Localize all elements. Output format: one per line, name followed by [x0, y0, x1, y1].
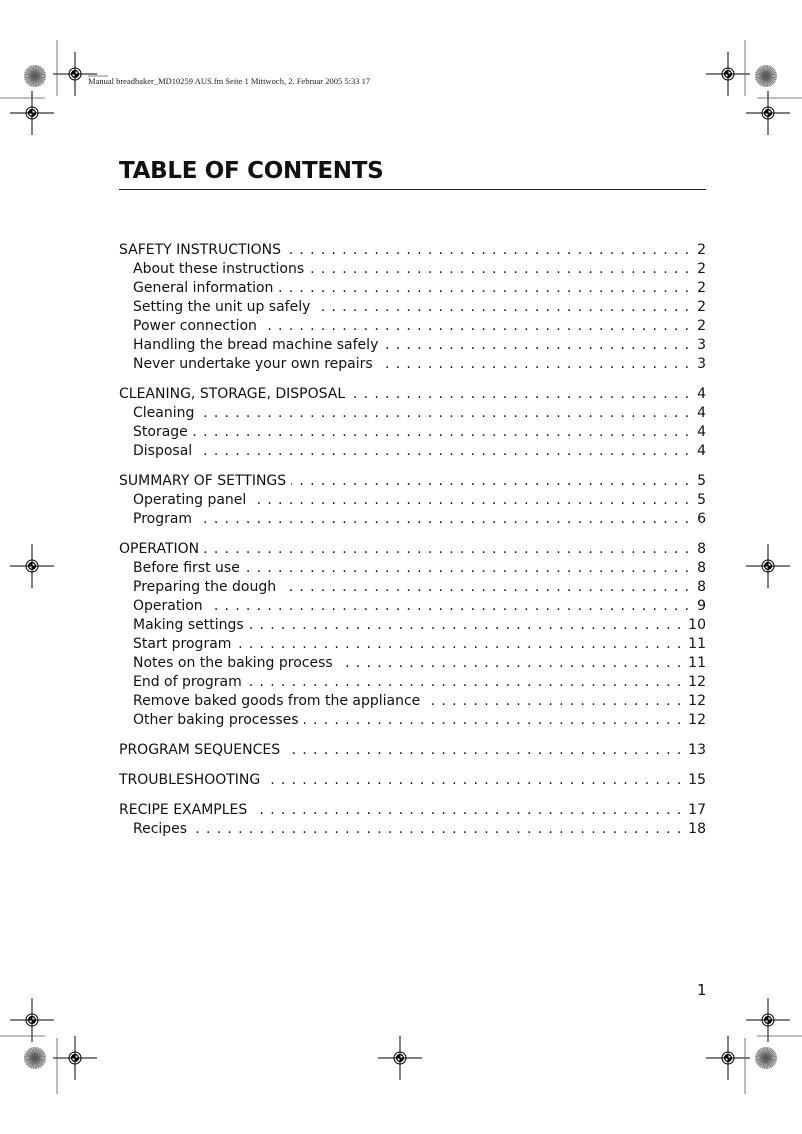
- toc-subentry[interactable]: [119, 597, 706, 616]
- toc-subentry[interactable]: [119, 260, 706, 279]
- dot-leader: [338, 654, 683, 673]
- dot-leader: [309, 260, 690, 279]
- toc-section: [119, 771, 706, 790]
- toc-entry-label: About these instructions: [133, 261, 305, 277]
- toc-subentry[interactable]: [119, 317, 706, 336]
- crosshair-target-icon: [53, 52, 97, 96]
- toc-entry-page: 3: [697, 356, 706, 372]
- toc-entry-label: SUMMARY OF SETTINGS: [119, 473, 287, 489]
- toc-entry-page: 4: [697, 424, 706, 440]
- toc-entry-label: PROGRAM SEQUENCES: [119, 742, 281, 758]
- toc-subentry[interactable]: [119, 578, 706, 597]
- dot-leader: [251, 491, 690, 510]
- toc-section: [119, 741, 706, 760]
- toc-entry-page: 4: [697, 443, 706, 459]
- toc-entry-page: 5: [697, 492, 706, 508]
- toc-subentry[interactable]: [119, 491, 706, 510]
- dot-leader: [265, 771, 682, 790]
- toc-subentry[interactable]: [119, 820, 706, 839]
- crosshair-target-icon: [706, 1036, 750, 1080]
- toc-entry-page: 17: [688, 802, 706, 818]
- starburst-icon: [24, 65, 46, 87]
- toc-entry-label: Program: [133, 511, 193, 527]
- toc-subentry[interactable]: [119, 355, 706, 374]
- crosshair-target-icon: [746, 998, 790, 1042]
- toc-entry-page: 8: [697, 560, 706, 576]
- toc-section-entry[interactable]: [119, 241, 706, 260]
- toc-section: [119, 540, 706, 730]
- toc-section-entry[interactable]: [119, 741, 706, 760]
- toc-subentry[interactable]: [119, 442, 706, 461]
- dot-leader: [281, 578, 690, 597]
- dot-leader: [315, 298, 690, 317]
- toc-section-entry[interactable]: [119, 472, 706, 491]
- dot-leader: [286, 241, 690, 260]
- starburst-icon: [24, 1047, 46, 1069]
- toc-section-entry[interactable]: [119, 385, 706, 404]
- toc-entry-page: 4: [697, 386, 706, 402]
- dot-leader: [383, 336, 690, 355]
- crosshair-target-icon: [53, 1036, 97, 1080]
- toc-entry-page: 2: [697, 261, 706, 277]
- toc-subentry[interactable]: [119, 654, 706, 673]
- toc-entry-label: Cleaning: [133, 405, 195, 421]
- toc-subentry[interactable]: [119, 692, 706, 711]
- dot-leader: [192, 820, 682, 839]
- toc-entry-page: 8: [697, 579, 706, 595]
- toc-entry-page: 11: [688, 636, 706, 652]
- toc-entry-page: 4: [697, 405, 706, 421]
- toc-subentry[interactable]: [119, 423, 706, 442]
- toc-entry-page: 6: [697, 511, 706, 527]
- toc-entry-label: TROUBLESHOOTING: [119, 772, 261, 788]
- toc-entry-label: Before first use: [133, 560, 240, 576]
- toc-section-entry[interactable]: [119, 540, 706, 559]
- crosshair-target-icon: [378, 1036, 422, 1080]
- toc-entry-label: Never undertake your own repairs: [133, 356, 373, 372]
- toc-entry-label: Handling the bread machine safely: [133, 337, 379, 353]
- dot-leader: [278, 279, 690, 298]
- starburst-icon: [755, 65, 777, 87]
- toc-subentry[interactable]: [119, 298, 706, 317]
- toc-subentry[interactable]: [119, 336, 706, 355]
- toc-section: [119, 472, 706, 529]
- dot-leader: [262, 317, 690, 336]
- toc-entry-page: 18: [688, 821, 706, 837]
- toc-entry-page: 2: [697, 318, 706, 334]
- starburst-icon: [755, 1047, 777, 1069]
- crosshair-target-icon: [10, 998, 54, 1042]
- toc-entry-page: 3: [697, 337, 706, 353]
- toc-subentry[interactable]: [119, 711, 706, 730]
- toc-entry-page: 11: [688, 655, 706, 671]
- toc-entry-label: RECIPE EXAMPLES: [119, 802, 248, 818]
- toc-entry-label: Storage: [133, 424, 188, 440]
- toc-subentry[interactable]: [119, 673, 706, 692]
- dot-leader: [350, 385, 690, 404]
- toc-section: [119, 241, 706, 374]
- toc-entry-label: Operation: [133, 598, 203, 614]
- toc-entry-label: Preparing the dough: [133, 579, 277, 595]
- dot-leader: [197, 510, 690, 529]
- print-header-line: Manual breadbaker_MD10259 AUS.fm Seite 1 Mittwoch, 2. Februar 2005 5:33 17: [88, 76, 371, 86]
- toc-section-entry[interactable]: [119, 801, 706, 820]
- dot-leader: [425, 692, 682, 711]
- toc-entry-page: 2: [697, 242, 706, 258]
- toc-entry-page: 15: [688, 772, 706, 788]
- toc-entry-label: End of program: [133, 674, 242, 690]
- toc-entry-label: Making settings: [133, 617, 244, 633]
- dot-leader: [249, 616, 682, 635]
- dot-leader: [204, 540, 690, 559]
- dot-leader: [197, 442, 690, 461]
- title-rule: [119, 189, 706, 190]
- toc-entry-label: Remove baked goods from the appliance: [133, 693, 421, 709]
- toc-subentry[interactable]: [119, 510, 706, 529]
- toc-entry-label: Setting the unit up safely: [133, 299, 311, 315]
- toc-entry-label: Start program: [133, 636, 232, 652]
- toc-entry-page: 9: [697, 598, 706, 614]
- crosshair-target-icon: [746, 544, 790, 588]
- dot-leader: [199, 404, 690, 423]
- dot-leader: [252, 801, 682, 820]
- toc-entry-label: CLEANING, STORAGE, DISPOSAL: [119, 386, 346, 402]
- toc-subentry[interactable]: [119, 404, 706, 423]
- dot-leader: [378, 355, 690, 374]
- toc-entry-page: 5: [697, 473, 706, 489]
- toc-entry-page: 2: [697, 299, 706, 315]
- toc-entry-label: Operating panel: [133, 492, 247, 508]
- page-title: TABLE OF CONTENTS: [119, 158, 384, 184]
- toc-entry-page: 8: [697, 541, 706, 557]
- toc-entry-page: 12: [688, 693, 706, 709]
- crosshair-target-icon: [706, 52, 750, 96]
- dot-leader: [247, 673, 682, 692]
- toc-entry-label: SAFETY INSTRUCTIONS: [119, 242, 282, 258]
- toc-section: [119, 385, 706, 461]
- table-of-contents: [119, 241, 706, 850]
- dot-leader: [304, 711, 683, 730]
- toc-entry-page: 2: [697, 280, 706, 296]
- toc-entry-label: Disposal: [133, 443, 193, 459]
- toc-entry-page: 12: [688, 712, 706, 728]
- toc-subentry[interactable]: [119, 279, 706, 298]
- toc-entry-label: Other baking processes: [133, 712, 299, 728]
- toc-entry-page: 13: [688, 742, 706, 758]
- toc-entry-label: OPERATION: [119, 541, 200, 557]
- toc-section-entry[interactable]: [119, 771, 706, 790]
- toc-section: [119, 801, 706, 839]
- dot-leader: [208, 597, 690, 616]
- dot-leader: [245, 559, 690, 578]
- toc-entry-label: Recipes: [133, 821, 188, 837]
- toc-entry-page: 12: [688, 674, 706, 690]
- toc-entry-label: General information: [133, 280, 274, 296]
- page-number: 1: [697, 981, 707, 999]
- toc-entry-page: 10: [688, 617, 706, 633]
- toc-subentry[interactable]: [119, 616, 706, 635]
- dot-leader: [193, 423, 690, 442]
- crosshair-target-icon: [10, 544, 54, 588]
- toc-entry-label: Power connection: [133, 318, 257, 334]
- dot-leader: [236, 635, 682, 654]
- toc-subentry[interactable]: [119, 635, 706, 654]
- toc-entry-label: Notes on the baking process: [133, 655, 333, 671]
- dot-leader: [291, 472, 690, 491]
- dot-leader: [285, 741, 682, 760]
- toc-subentry[interactable]: [119, 559, 706, 578]
